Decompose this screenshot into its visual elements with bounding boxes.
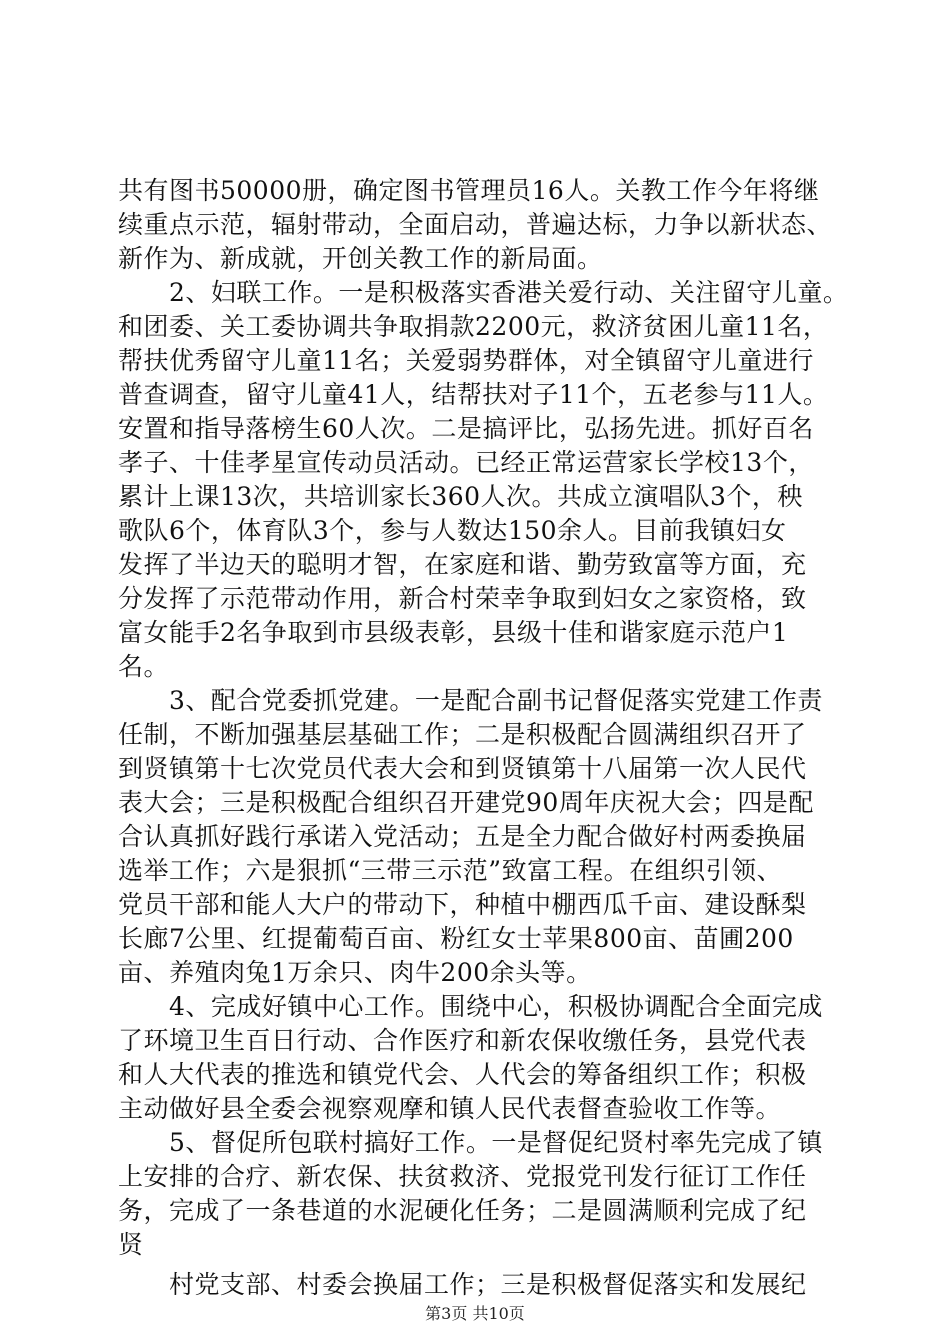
body-text-line: 长廊7公里、红提葡萄百亩、粉红女士苹果800亩、苗圃200 bbox=[118, 924, 794, 953]
body-text-line: 安置和指导落榜生60人次。二是搞评比，弘扬先进。抓好百名 bbox=[118, 414, 814, 443]
body-text-line: 务，完成了一条巷道的水泥硬化任务；二是圆满顺利完成了纪 bbox=[118, 1196, 807, 1225]
body-text-line: 亩、养殖肉兔1万余只、肉牛200余头等。 bbox=[118, 958, 592, 987]
body-text-line: 党员干部和能人大户的带动下，种植中棚西瓜千亩、建设酥梨 bbox=[118, 890, 807, 919]
body-text-line: 合认真抓好践行承诺入党活动；五是全力配合做好村两委换届 bbox=[118, 822, 807, 851]
body-text-line: 歌队6个，体育队3个，参与人数达150余人。目前我镇妇女 bbox=[118, 516, 787, 545]
body-text-line: 名。 bbox=[118, 652, 170, 681]
body-text-line: 了环境卫生百日行动、合作医疗和新农保收缴任务，县党代表 bbox=[118, 1026, 807, 1055]
body-text-line: 富女能手2名争取到市县级表彰，县级十佳和谐家庭示范户1 bbox=[118, 618, 789, 647]
body-text-line: 分发挥了示范带动作用，新合村荣幸争取到妇女之家资格，致 bbox=[118, 584, 807, 613]
body-text-line: 发挥了半边天的聪明才智，在家庭和谐、勤劳致富等方面，充 bbox=[118, 550, 807, 579]
body-text-line: 上安排的合疗、新农保、扶贫救济、党报党刊发行征订工作任 bbox=[118, 1162, 807, 1191]
body-text-line: 3、配合党委抓党建。一是配合副书记督促落实党建工作责 bbox=[118, 686, 823, 715]
body-text-line: 和人大代表的推选和镇党代会、人代会的筹备组织工作；积极 bbox=[118, 1060, 807, 1089]
body-text-line: 普查调查，留守儿童41人，结帮扶对子11个，五老参与11人。 bbox=[118, 380, 829, 409]
body-text-line: 表大会；三是积极配合组织召开建党90周年庆祝大会；四是配 bbox=[118, 788, 814, 817]
body-text-line: 新作为、新成就，开创关教工作的新局面。 bbox=[118, 244, 603, 273]
page-number-footer: 第3页 共10页 bbox=[425, 1304, 525, 1323]
body-text-line: 4、完成好镇中心工作。围绕中心，积极协调配合全面完成 bbox=[118, 992, 823, 1021]
body-text-line: 2、妇联工作。一是积极落实香港关爱行动、关注留守儿童。 bbox=[118, 278, 849, 307]
body-text-line: 续重点示范，辐射带动，全面启动，普遍达标，力争以新状态、 bbox=[118, 210, 833, 239]
body-text-line: 到贤镇第十七次党员代表大会和到贤镇第十八届第一次人民代 bbox=[118, 754, 807, 783]
body-text-line: 帮扶优秀留守儿童11名；关爱弱势群体，对全镇留守儿童进行 bbox=[118, 346, 814, 375]
body-text-line: 累计上课13次，共培训家长360人次。共成立演唱队3个，秧 bbox=[118, 482, 803, 511]
body-text-line: 5、督促所包联村搞好工作。一是督促纪贤村率先完成了镇 bbox=[118, 1128, 823, 1157]
body-text-line: 贤 bbox=[118, 1230, 144, 1259]
body-text-line: 任制，不断加强基层基础工作；二是积极配合圆满组织召开了 bbox=[118, 720, 807, 749]
body-text-line: 村党支部、村委会换届工作；三是积极督促落实和发展纪 bbox=[118, 1270, 807, 1299]
body-text-line: 和团委、关工委协调共争取捐款2200元，救济贫困儿童11名， bbox=[118, 312, 829, 341]
body-text-line: 孝子、十佳孝星宣传动员活动。已经正常运营家长学校13个， bbox=[118, 448, 814, 477]
body-text-line: 主动做好县全委会视察观摩和镇人民代表督查验收工作等。 bbox=[118, 1094, 782, 1123]
body-text-line: 共有图书50000册，确定图书管理员16人。关教工作今年将继 bbox=[118, 176, 820, 205]
body-text-line: 选举工作；六是狠抓“三带三示范”致富工程。在组织引领、 bbox=[118, 856, 783, 885]
